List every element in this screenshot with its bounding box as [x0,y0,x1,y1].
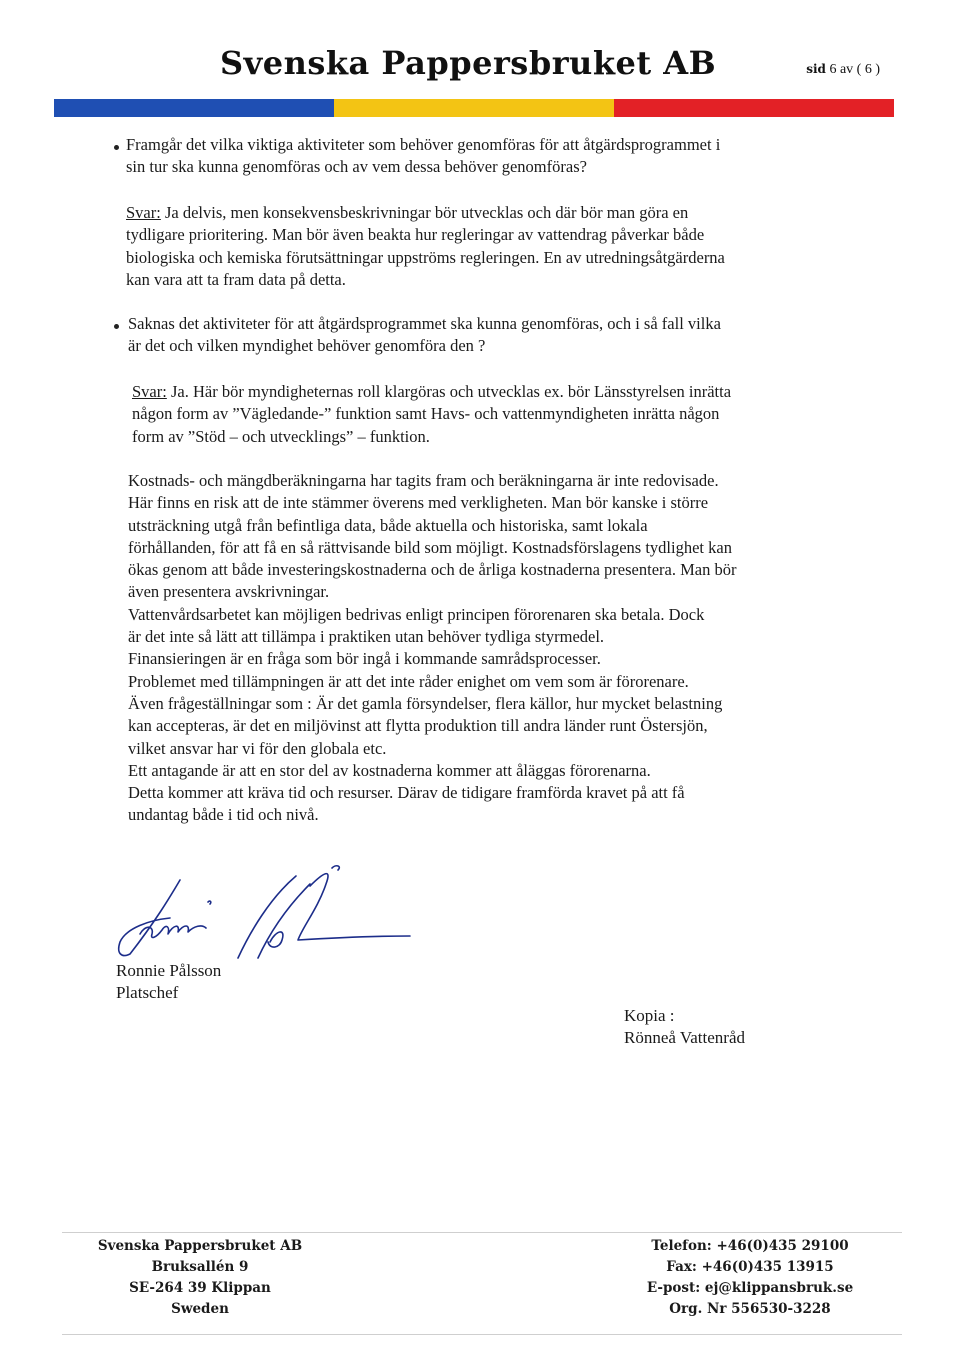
question-2 [128,313,721,358]
text-line: Vattenvårdsarbetet kan möjligen bedrivas enligt principen förorenaren ska betala. Dock [128,604,705,624]
signatory [116,960,221,1004]
text-line: Kostnads- och mängdberäkningarna har tagits fram och beräkningarna är inte redovisade. [128,471,719,490]
footer-line-text: Telefon: +46(0)435 29100 [651,1238,849,1254]
page-label: sid [806,62,826,76]
body-paragraph [128,470,736,827]
handwritten-signature [110,862,420,962]
text-line: förhållanden, för att få en så rättvisande bild som möjligt. Kostnadsförslagens tydlighet kan [128,537,732,557]
answer-label: Svar: [126,203,161,222]
footer-bottom-divider [62,1334,902,1335]
text-line: kan vara att ta fram data på detta. [126,269,346,289]
answer-2 [132,381,731,448]
header-stripe-red [614,99,894,117]
company-title: Svenska Pappersbruket AB [220,44,717,82]
answer-1 [126,202,725,291]
footer-line-text: SE-264 39 Klippan [129,1280,271,1296]
footer-divider [62,1232,902,1233]
text-line: Problemet med tillämpningen är att det inte råder enighet om vem som är förorenare. [128,671,689,691]
text-line: ökas genom att både investeringskostnaderna och de årliga kostnaderna presentera. Man bör [128,560,737,580]
footer-address [70,1236,330,1320]
text-line: är det inte så lätt att tillämpa i praktiken utan behöver tydliga styrmedel. [128,627,605,647]
copy-name: Rönneå Vattenråd [624,1028,746,1047]
footer-line-text: Svenska Pappersbruket AB [97,1238,303,1254]
text-line: undantag både i tid och nivå. [128,805,319,825]
page-count: 6 av ( 6 ) [829,62,880,77]
signatory-name: Ronnie Pålsson [116,961,222,980]
text-line: är det och vilken myndighet behöver genomföra den ? [128,336,486,356]
text-line: utsträckning utgå från befintliga data, både aktuella och historiska, samt lokala [128,515,648,535]
answer-text: Ja delvis, men konsekvensbeskrivningar bör utvecklas och där bör man göra en [160,203,689,222]
bullet-marker [114,324,119,329]
footer-line-text: E-post: ej@klippansbruk.se [646,1280,854,1296]
text-line: Ett antagande är att en stor del av kostnaderna kommer att åläggas förorenarna. [128,760,651,780]
text-line [132,381,731,403]
footer-line-text: Org. Nr 556530-3228 [669,1301,831,1317]
copy-recipient [624,1005,745,1049]
text-line: någon form av ”Vägledande-” funktion samt Havs- och vattenmyndigheten inrätta någon [132,404,720,424]
bullet-marker [114,145,119,150]
answer-label: Svar: [132,382,167,401]
footer-line-text: Fax: +46(0)435 13915 [666,1259,834,1275]
header-stripe-blue [54,99,334,117]
text-line: Saknas det aktiviteter för att åtgärdsprogrammet ska kunna genomföras, och i så fall vilka [128,314,721,333]
text-line: tydligare prioritering. Man bör även beakta hur regleringar av vattendrag påverkar både [126,225,705,245]
text-line: biologiska och kemiska förutsättningar uppströms regleringen. En av utredningsåtgärderna [126,247,725,267]
text-line: sin tur ska kunna genomföras och av vem dessa behöver genomföras? [126,157,587,177]
text-line: även presentera avskrivningar. [128,582,330,602]
text-line: Även frågeställningar som : Är det gamla försyndelser, flera källor, hur mycket belastning [128,693,723,713]
signatory-title: Platschef [116,983,179,1002]
page-number [806,62,880,78]
question-1 [126,134,720,179]
text-line: form av ”Stöd – och utvecklings” – funktion. [132,426,430,446]
footer-line-text: Sweden [171,1301,229,1317]
text-line: kan accepteras, är det en miljövinst att flytta produktion till andra länder runt Östersjön, [128,716,708,736]
text-line: vilket ansvar har vi för den globala etc. [128,738,387,758]
copy-label: Kopia : [624,1006,675,1025]
header-stripe-yellow [334,99,614,117]
text-line: Framgår det vilka viktiga aktiviteter som behöver genomföras för att åtgärdsprogrammet i [126,135,721,154]
answer-text: Ja. Här bör myndigheternas roll klargöras och utvecklas ex. bör Länsstyrelsen inrätta [166,382,732,401]
footer-line-text: Bruksallén 9 [151,1259,249,1275]
text-line: Detta kommer att kräva tid och resurser. Därav de tidigare framförda kravet på att få [128,783,685,803]
text-line: Här finns en risk att de inte stämmer överens med verkligheten. Man bör kanske i större [128,493,709,513]
text-line [126,202,725,224]
footer-contact [620,1236,880,1320]
text-line: Finansieringen är en fråga som bör ingå i kommande samrådsprocesser. [128,649,601,669]
